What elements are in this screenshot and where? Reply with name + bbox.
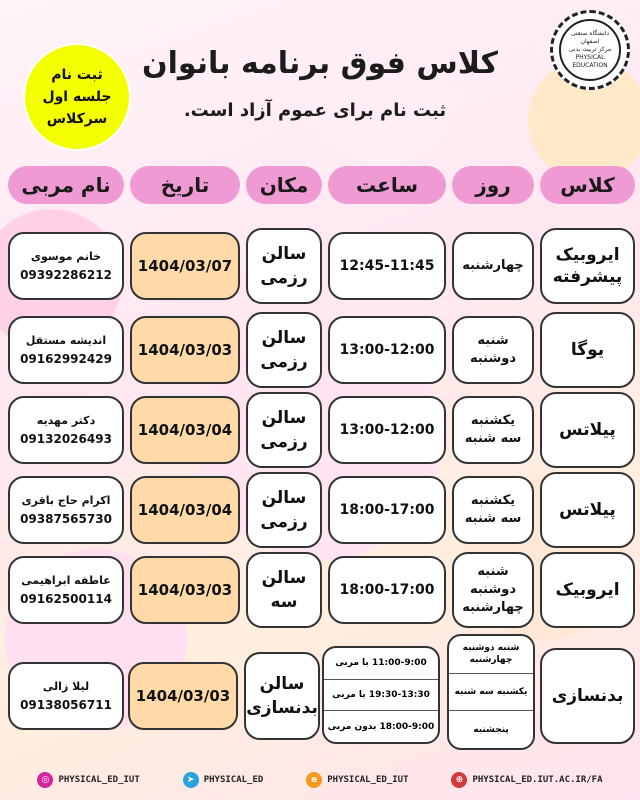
- day-label: سه شنبه: [464, 511, 522, 526]
- university-logo: [550, 10, 630, 90]
- coach-name: اکرام حاج باقری: [21, 494, 111, 507]
- row-coach: [8, 662, 124, 730]
- row-day: [452, 316, 534, 384]
- time-slot: 18:00-9:00 بدون مربی: [327, 721, 435, 732]
- page-title: کلاس فوق برنامه بانوان: [142, 46, 498, 81]
- time-slot: 19:30-13:30 با مربی: [324, 680, 438, 712]
- row-class: پیلاتس: [540, 472, 635, 548]
- telegram-icon: ➤: [183, 772, 199, 788]
- coach-phone: 09162500114: [20, 592, 112, 606]
- day-label: یکشنبه: [470, 413, 516, 428]
- row-place: [246, 392, 322, 468]
- row-place: [246, 472, 322, 548]
- coach-phone: 09392286212: [20, 268, 112, 282]
- row-date: 1404/03/03: [130, 556, 240, 624]
- coach-name: عاطفه ابراهیمی: [21, 574, 111, 587]
- row-day: [452, 232, 534, 300]
- coach-phone: 09138056711: [20, 698, 112, 712]
- logo-line: مرکز تربیت بدنی: [568, 46, 612, 53]
- row-day: [452, 476, 534, 544]
- day-label: دوشنبه: [469, 351, 517, 366]
- day-label: شنبه: [477, 333, 509, 348]
- header-time: ساعت: [328, 166, 446, 204]
- place-line: رزمی: [260, 512, 308, 532]
- coach-name: اندیشه مستقل: [25, 334, 107, 347]
- place-line: سالن: [261, 328, 307, 348]
- coach-name: لیلا زالی: [42, 680, 90, 693]
- page-subtitle: ثبت نام برای عموم آزاد است.: [183, 100, 447, 121]
- row-place: [246, 228, 322, 304]
- logo-line: PHYSICAL EDUCATION: [572, 54, 608, 69]
- row-date: 1404/03/03: [130, 316, 240, 384]
- row-coach: [8, 232, 124, 300]
- row-day-stack: [447, 634, 535, 750]
- header-class: کلاس: [540, 166, 635, 204]
- place-line: سالن: [261, 488, 307, 508]
- row-coach: [8, 396, 124, 464]
- day-label: چهارشنبه: [462, 258, 524, 273]
- header-date: تاریخ: [130, 166, 240, 204]
- registration-badge: [25, 45, 129, 149]
- time-slot: 11:00-9:00 با مربی: [324, 648, 438, 680]
- row-coach: [8, 556, 124, 624]
- row-place: [246, 312, 322, 388]
- globe-icon: ⊕: [451, 772, 467, 788]
- header-coach: نام مربی: [8, 166, 124, 204]
- place-line: سالن: [261, 568, 307, 588]
- row-date: 1404/03/07: [130, 232, 240, 300]
- place-line: رزمی: [260, 268, 308, 288]
- website-url: PHYSICAL_ED.IUT.AC.IR/FA: [472, 775, 603, 785]
- day-label: یکشنبه: [470, 493, 516, 508]
- place-line: سالن: [261, 244, 307, 264]
- place-line: رزمی: [260, 352, 308, 372]
- footer: [0, 760, 640, 800]
- header-place: مکان: [246, 166, 322, 204]
- header-day: روز: [452, 166, 534, 204]
- place-line: رزمی: [260, 432, 308, 452]
- eitaa-icon: e: [306, 772, 322, 788]
- eitaa-handle: PHYSICAL_ED_IUT: [327, 775, 409, 785]
- logo-line: دانشگاه صنعتی اصفهان: [570, 30, 610, 45]
- row-coach: [8, 316, 124, 384]
- footer-instagram[interactable]: [37, 772, 139, 788]
- coach-phone: 09387565730: [20, 512, 112, 526]
- coach-name: خانم موسوی: [30, 250, 102, 263]
- place-line: بدنسازی: [246, 698, 318, 718]
- row-time: 13:00-12:00: [328, 316, 446, 384]
- coach-name: دکتر مهدیه: [36, 414, 96, 427]
- row-class: ایروبیک پیشرفته: [540, 228, 635, 304]
- instagram-icon: ◎: [37, 772, 53, 788]
- instagram-handle: PHYSICAL_ED_IUT: [58, 775, 140, 785]
- row-place: [244, 652, 320, 740]
- row-time: 12:45-11:45: [328, 232, 446, 300]
- day-label: سه شنبه: [464, 431, 522, 446]
- day-slot: پنجشنبه: [473, 724, 509, 735]
- day-slot: یکشنبه سه شنبه: [449, 674, 533, 712]
- footer-eitaa[interactable]: [306, 772, 408, 788]
- row-coach: [8, 476, 124, 544]
- row-class: پیلاتس: [540, 392, 635, 468]
- day-slot: شنبه دوشنبه چهارشنبه: [449, 636, 533, 674]
- row-class: یوگا: [540, 312, 635, 388]
- day-label: چهارشنبه: [462, 600, 524, 615]
- badge-line: ثبت نام: [51, 67, 103, 83]
- footer-telegram[interactable]: [183, 772, 264, 788]
- row-date: 1404/03/04: [130, 396, 240, 464]
- coach-phone: 09132026493: [20, 432, 112, 446]
- row-place: [246, 552, 322, 628]
- row-date: 1404/03/03: [128, 662, 238, 730]
- row-day: [452, 396, 534, 464]
- coach-phone: 09162992429: [20, 352, 112, 366]
- row-day: [452, 552, 534, 628]
- place-line: سالن: [261, 408, 307, 428]
- badge-line: سرکلاس: [46, 111, 108, 127]
- telegram-handle: PHYSICAL_ED: [203, 775, 264, 785]
- row-time: 13:00-12:00: [328, 396, 446, 464]
- row-time: 18:00-17:00: [328, 476, 446, 544]
- place-line: سه: [270, 592, 298, 612]
- day-label: شنبه: [477, 564, 509, 579]
- row-class: ایروبیک: [540, 552, 635, 628]
- row-date: 1404/03/04: [130, 476, 240, 544]
- badge-line: جلسه اول: [42, 89, 112, 105]
- footer-website[interactable]: [451, 772, 602, 788]
- place-line: سالن: [259, 674, 305, 694]
- row-time: 18:00-17:00: [328, 556, 446, 624]
- row-time-stack: [322, 646, 440, 744]
- row-class: بدنسازی: [540, 648, 635, 744]
- logo-seal: [559, 19, 621, 81]
- day-label: دوشنبه: [469, 582, 517, 597]
